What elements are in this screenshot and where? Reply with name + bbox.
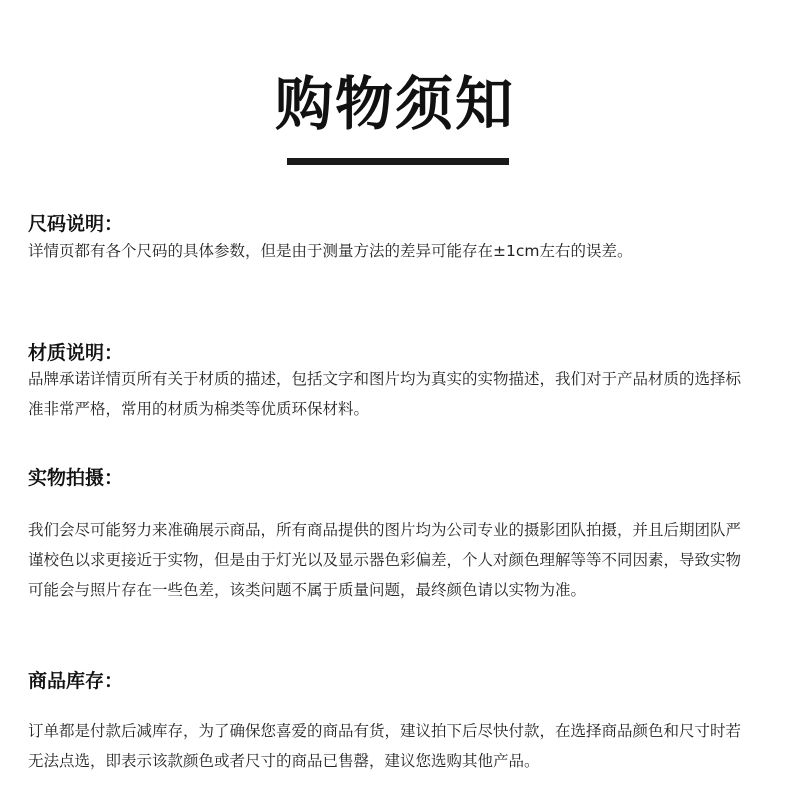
photo-info-text: 我们会尽可能努力来准确展示商品，所有商品提供的图片均为公司专业的摄影团队拍摄，并且后期团队严谨校色以求更接近于实物，但是由于灯光以及显示器色彩偏差，个人对颜色理解等等不同因素，导致实物可能会与照片存在一些色差，该类问题不属于质量问题，最终颜色请以实物为准。	[28, 521, 742, 599]
photo-info-heading: 实物拍摄：	[28, 467, 124, 489]
stock-info-heading: 商品库存：	[28, 670, 124, 692]
size-info-heading: 尺码说明：	[28, 213, 124, 235]
page-title: 购物须知	[274, 70, 515, 138]
title-underline	[287, 158, 509, 165]
size-info-text: 详情页都有各个尺码的具体参数，但是由于测量方法的差异可能存在±1cm左右的误差。	[28, 242, 633, 260]
material-info-heading: 材质说明：	[28, 342, 124, 364]
stock-info-text: 订单都是付款后减库存，为了确保您喜爱的商品有货，建议拍下后尽快付款，在选择商品颜色和尺寸时若无法点选，即表示该款颜色或者尺寸的商品已售罄，建议您选购其他产品。	[28, 722, 742, 770]
material-info-text: 品牌承诺详情页所有关于材质的描述，包括文字和图片均为真实的实物描述，我们对于产品材质的选择标准非常严格，常用的材质为棉类等优质环保材料。	[28, 370, 742, 418]
